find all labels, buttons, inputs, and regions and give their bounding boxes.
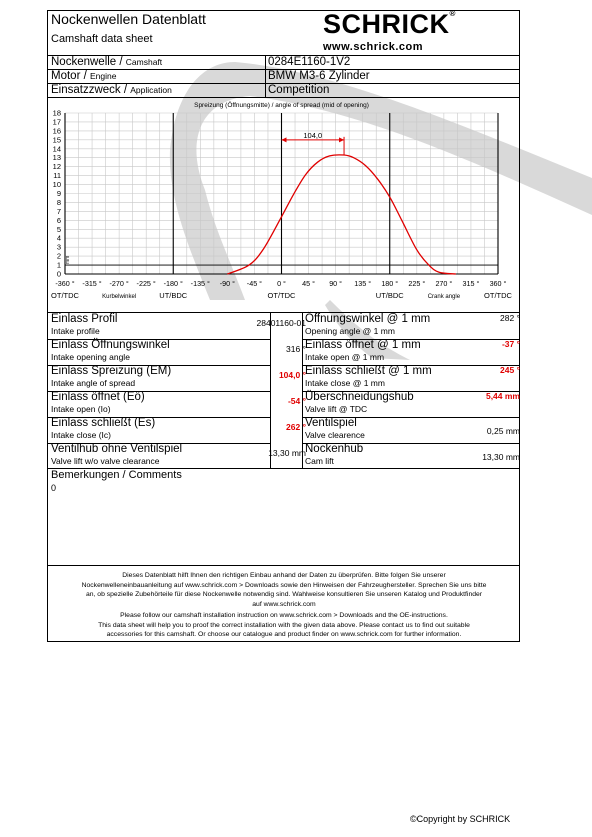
x-tick-label: 45 ° [302, 279, 315, 288]
param-label-de: Einlass öffnet @ 1 mm [305, 339, 421, 351]
spread-arrowhead-left [282, 137, 287, 142]
param-label-en: Opening angle @ 1 mm [305, 326, 395, 336]
param-value: 0,25 mm [486, 426, 520, 436]
info-value-engine: BMW M3-6 Zylinder [268, 70, 370, 82]
x-sublabel: UT/BDC [159, 291, 188, 300]
param-value: 245 ° [500, 365, 520, 375]
param-label-en: Intake profile [51, 326, 100, 336]
y-tick-label: 9 [56, 189, 61, 198]
param-label-de: Einlass Profil [51, 313, 118, 325]
param-value: 262 ° [286, 422, 306, 432]
footer-line: Nockenwelleneinbauanleitung auf www.schrick.com > Downloads sowie den Hinweisen der Fahrzeughersteller. Sprechen Sie uns bitte [81, 581, 487, 589]
y-tick-label: 3 [56, 242, 61, 252]
y-tick-label: 1 [56, 260, 61, 270]
param-value: -37 ° [501, 339, 520, 349]
y-tick-label: 13 [52, 153, 61, 163]
title-en: Camshaft data sheet [51, 33, 153, 45]
x-sublabel: Kurbelwinkel [102, 294, 137, 300]
x-tick-label: 135 ° [354, 279, 372, 288]
param-value: 104,0 ° [278, 370, 306, 380]
y-tick-label: 2 [56, 251, 61, 261]
info-label-de: Motor / [51, 70, 90, 82]
param-value: 282 ° [500, 313, 520, 323]
x-tick-label: 360 ° [489, 279, 507, 288]
y-tick-label: 16 [52, 126, 61, 136]
param-value: 5,44 mm [485, 391, 520, 401]
x-tick-label: 225 ° [408, 279, 426, 288]
param-value: 13,30 mm [268, 448, 306, 458]
param-value: 316 ° [286, 344, 306, 354]
param-label-de: Einlass schließt (Es) [51, 417, 156, 429]
param-label-de: Einlass Öffnungswinkel [51, 339, 170, 351]
info-label-de: Nockenwelle / [51, 56, 126, 68]
x-tick-label: 0 ° [277, 279, 286, 288]
x-tick-label: -180 ° [163, 279, 183, 288]
param-label-de: Ventilhub ohne Ventilspiel [51, 443, 183, 455]
chart-title: Spreizung (Öffnungsmitte) / angle of spread (mid of opening) [194, 102, 369, 109]
param-value: 13,30 mm [482, 452, 520, 462]
footer-line: This data sheet will help you to proof the correct installation with the given data above. Please contact us to find out suitable [98, 621, 470, 629]
y-tick-label: 11 [53, 171, 61, 181]
comments-label: Bemerkungen / Comments [51, 469, 182, 481]
footer-line: accessories for this camshaft. Or choose our catalogue and product finder on www.schrick.com for further information. [106, 631, 462, 639]
param-label-de: Öffnungswinkel @ 1 mm [305, 313, 431, 325]
footer-line: auf www.schrick.com [252, 601, 316, 609]
param-label-de: Einlass schließt @ 1 mm [305, 365, 432, 377]
x-tick-label: -90 ° [219, 279, 236, 288]
y-tick-label: 14 [52, 144, 61, 154]
param-label-de: Ventilspiel [305, 417, 357, 429]
title-de: Nockenwellen Datenblatt [51, 11, 206, 27]
y-tick-label: 12 [52, 162, 61, 172]
website-link[interactable]: www.schrick.com [323, 41, 424, 53]
footer-line: Please follow our camshaft installation instruction on www.schrick.com > Downloads and the OE-instructions. [120, 611, 448, 619]
y-tick-label: 10 [52, 180, 61, 190]
x-sublabel: OT/TDC [51, 291, 79, 300]
y-tick-label: 6 [56, 215, 61, 225]
x-sublabel: UT/BDC [375, 291, 404, 300]
param-label-en: Cam lift [305, 456, 334, 466]
param-value: 28401160-01 [256, 318, 306, 328]
x-tick-label: -225 ° [136, 279, 156, 288]
info-value-camshaft: 0284E1160-1V2 [268, 56, 351, 68]
x-sublabel: OT/TDC [267, 291, 296, 300]
x-tick-label: -360 ° [55, 279, 75, 288]
param-label-en: Intake close @ 1 mm [305, 378, 385, 388]
y-tick-label: 17 [52, 117, 61, 127]
param-label-en: Intake open @ 1 mm [305, 352, 385, 362]
x-tick-label: -45 ° [246, 279, 263, 288]
param-label-en: Valve lift @ TDC [305, 404, 368, 414]
x-sublabel: OT/TDC [484, 291, 512, 300]
y-tick-label: 5 [56, 224, 61, 234]
param-value: -54 ° [287, 396, 306, 406]
y-tick-label: 8 [56, 197, 61, 207]
x-tick-label: 180 ° [381, 279, 399, 288]
info-value-application: Competition [268, 84, 330, 96]
spread-label: 104,0 [303, 130, 323, 140]
param-label-en: Intake opening angle [51, 352, 130, 362]
y-unit-label: mm [65, 255, 71, 265]
valve-lift-chart [47, 97, 520, 312]
spread-arrowhead-right [339, 137, 344, 142]
info-label-en: Camshaft [125, 57, 163, 67]
schrick-logo [323, 9, 456, 40]
copyright: ©Copyright by SCHRICK [410, 814, 511, 824]
y-tick-label: 18 [52, 108, 61, 118]
y-tick-label: 4 [56, 233, 61, 243]
comments-value: 0 [51, 483, 57, 493]
x-tick-label: 270 ° [435, 279, 453, 288]
y-tick-label: 0 [56, 269, 61, 279]
footer-line: Dieses Datenblatt hilft Ihnen den richtigen Einbau anhand der Daten zu überprüfen. Bitte folgen Sie unserer [122, 572, 446, 579]
footer-line: an, ob spezielle Zubehörteile für diese Nockenwelle notwendig sind. Wahlweise konsultieren Sie unseren Katalog und Produktfinder [85, 591, 483, 599]
y-tick-label: 15 [52, 135, 61, 145]
param-label-en: Intake open (Io) [51, 404, 111, 414]
param-label-de: Überschneidungshub [305, 391, 414, 403]
info-label-en: Engine [89, 71, 117, 81]
x-tick-label: 90 ° [329, 279, 343, 288]
x-sublabel: Crank angle [427, 294, 461, 300]
param-label-de: Einlass öffnet (Eö) [51, 391, 145, 403]
brand-name: SCHRICK [323, 9, 450, 39]
param-label-en: Valve clearence [305, 430, 365, 440]
info-label-en: Application [130, 85, 172, 95]
param-label-en: Intake angle of spread [51, 378, 136, 388]
y-tick-label: 7 [56, 206, 61, 216]
x-tick-label: -135 ° [190, 279, 210, 288]
x-tick-label: -315 ° [82, 279, 102, 288]
param-label-en: Valve lift w/o valve clearance [51, 456, 160, 466]
param-label-de: Einlass Spreizung (EM) [51, 365, 172, 377]
x-tick-label: 315 ° [462, 279, 480, 288]
param-label-de: Nockenhub [305, 443, 364, 455]
registered-mark: ® [449, 9, 456, 18]
info-label-de: Einsatzzweck / [51, 84, 131, 96]
x-tick-label: -270 ° [109, 279, 129, 288]
param-label-en: Intake close (Ic) [51, 430, 111, 440]
